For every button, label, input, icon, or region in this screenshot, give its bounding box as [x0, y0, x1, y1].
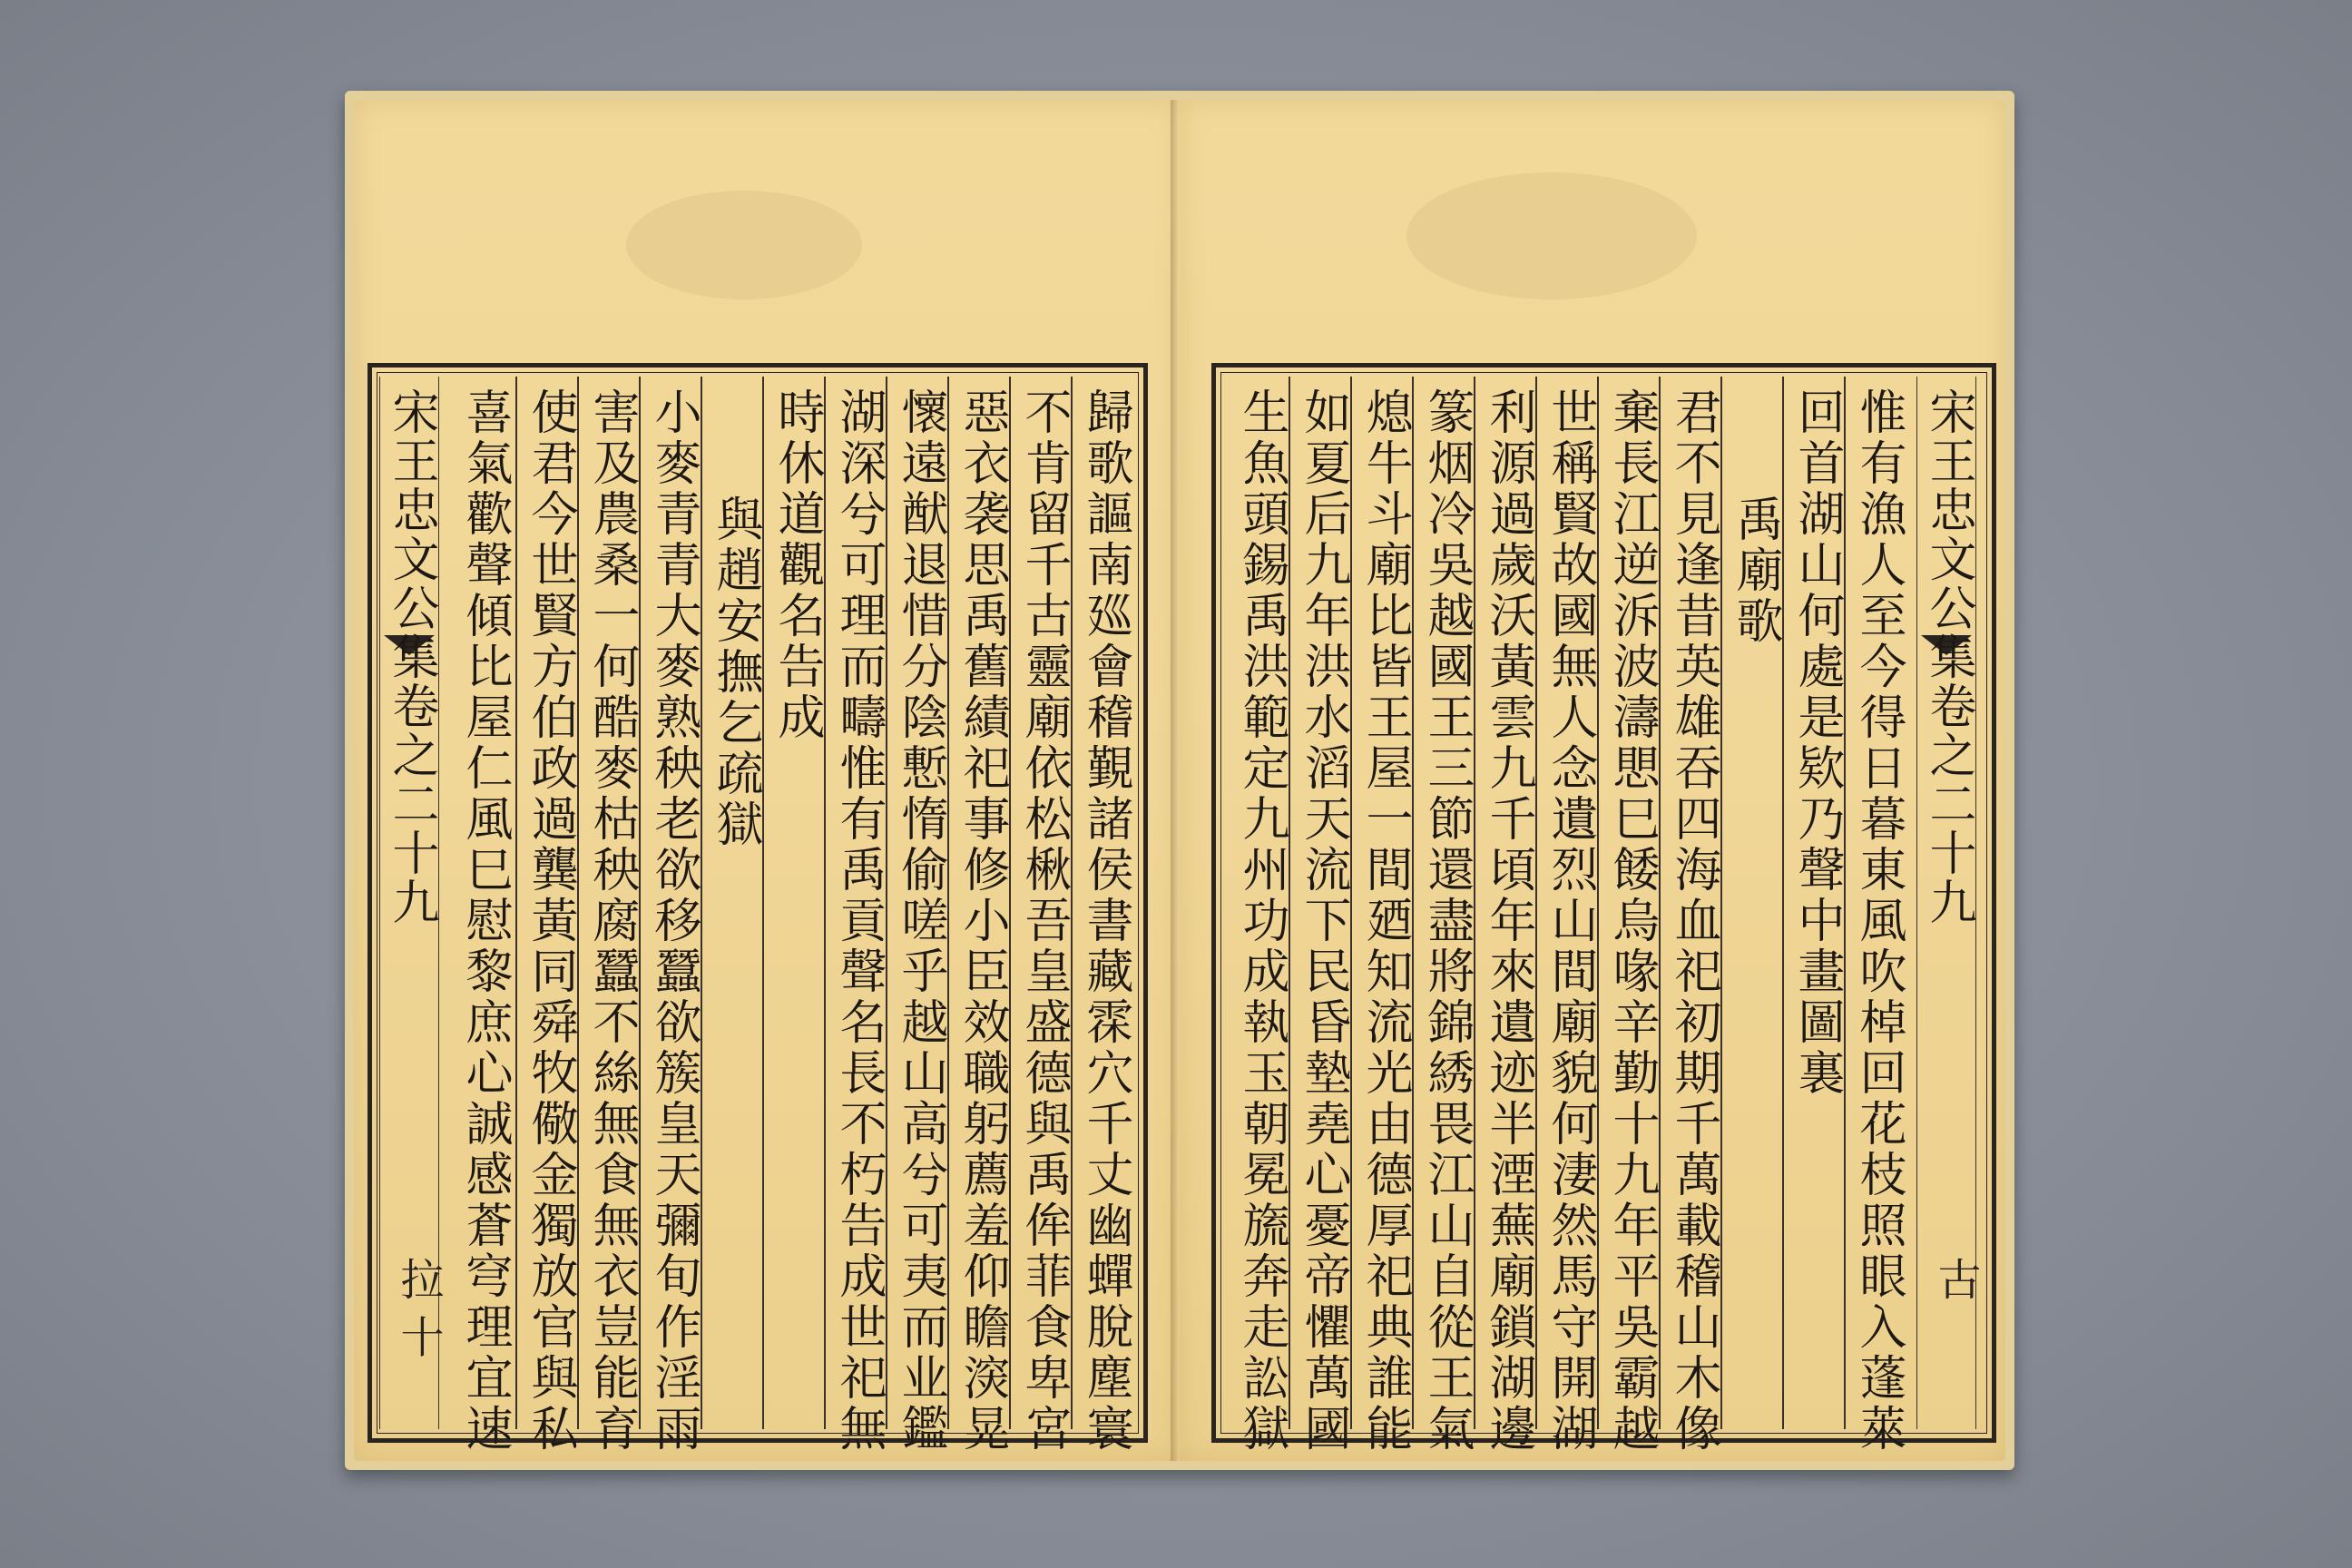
- left-page-text-frame: [368, 363, 1148, 1455]
- left-center-title: 宋王忠文公集卷之二十九: [384, 387, 438, 926]
- text-column: 篆烟冷吳越國王三節還盡將錦綉畏江山自從王氣: [1419, 387, 1474, 1455]
- text-column: 喜氣歡聲傾比屋仁風巳慰黎庶心誠感蒼穹理宜速: [457, 387, 512, 1455]
- column-rule: [1535, 377, 1537, 1429]
- column-rule: [1659, 377, 1661, 1429]
- left-page: [354, 100, 1180, 1461]
- column-rule: [1474, 377, 1475, 1429]
- column-rule: [1412, 377, 1414, 1429]
- column-rule: [1720, 377, 1722, 1429]
- right-page-text-frame: [1211, 363, 1996, 1455]
- text-column: 君不見逢昔英雄吞四海血祀初期千萬載稽山木像: [1666, 387, 1720, 1455]
- column-rule: [577, 377, 579, 1429]
- text-column: 惡衣袭思禹舊績祀事修小臣效職躬薦羞仰瞻㴱晃: [955, 387, 1009, 1455]
- column-rule: [1289, 377, 1290, 1429]
- column-rule: [886, 377, 887, 1429]
- column-rule: [1071, 377, 1073, 1429]
- column-rule: [824, 377, 826, 1429]
- section-heading: 與趙安撫乞疏獄: [708, 495, 762, 850]
- column-rule: [1009, 377, 1011, 1429]
- text-column: 歸歌謳南廵會稽覲諸侯書藏𩂯穴千丈幽蟬脫塵寰: [1078, 387, 1132, 1455]
- right-folio: 古: [1930, 1257, 1981, 1300]
- text-column: 不肯留千古靈廟依松楸吾皇盛德與禹侔菲食卑宮: [1016, 387, 1071, 1455]
- column-rule: [947, 377, 949, 1429]
- text-column: 害及農桑一何酷麥枯秧腐蠶不絲無食無衣豈能育: [584, 387, 639, 1455]
- text-column: 惟有漁人至今得日暮東風吹棹回花枝照眼入蓬萊: [1851, 387, 1906, 1455]
- text-column: 使君今世賢方伯政過龔黃同舜牧儆金獨放官與私: [523, 387, 577, 1455]
- text-column: 回首湖山何處是欵乃聲中畫圖裏: [1789, 387, 1844, 1099]
- text-column: 利源過歲沃黃雲九千頃年來遺迹半湮蕪廟鎖湖邊: [1481, 387, 1535, 1455]
- left-center-column: [379, 377, 444, 1429]
- paper-stain: [1406, 172, 1697, 299]
- fishtail-mark: [1921, 635, 1972, 655]
- right-page: [1180, 100, 2005, 1461]
- paper-stain: [626, 191, 862, 299]
- text-column: 時休道觀名告成: [769, 387, 824, 743]
- right-center-column: [1916, 377, 1981, 1429]
- column-rule: [639, 377, 641, 1429]
- column-rule: [701, 377, 702, 1429]
- right-center-title: 宋王忠文公集卷之二十九: [1921, 387, 1975, 926]
- open-book: [345, 91, 2014, 1470]
- text-column: 世稱賢故國無人念遺烈山間廟貌何淒然馬守開湖: [1543, 387, 1597, 1455]
- text-column: 湖深兮可理而疇惟有禹貢聲名長不朽告成世祀無: [831, 387, 886, 1455]
- column-rule: [762, 377, 764, 1429]
- column-rule: [1597, 377, 1599, 1429]
- text-column: 懷遠猷退惜分陰慙惰偷嗟乎越山高兮可夷而业鑑: [893, 387, 947, 1455]
- section-heading: 禹廟歌: [1728, 495, 1782, 647]
- column-rule: [515, 377, 517, 1429]
- text-column: 棄長江逆泝波濤愳巳餧烏喙辛勤十九年平吳霸越: [1604, 387, 1659, 1455]
- column-rule: [1844, 377, 1846, 1429]
- text-column: 熄牛斗廟比皆王屋一間廼知流光由德厚祀典誰能: [1357, 387, 1412, 1455]
- text-column: 如夏后九年洪水滔天流下民昏墊堯心憂帝懼萬國: [1296, 387, 1350, 1455]
- column-rule: [1782, 377, 1784, 1429]
- text-column: 生魚頭錫禹洪範定九州功成執玉朝冕旒奔走訟獄: [1234, 387, 1289, 1455]
- left-folio: 拉 十: [393, 1257, 444, 1358]
- fishtail-mark: [384, 635, 435, 655]
- text-column: 小麥青青大麥熟秧老欲移蠶欲簇皇天彌旬作淫雨: [646, 387, 701, 1455]
- column-rule: [1350, 377, 1352, 1429]
